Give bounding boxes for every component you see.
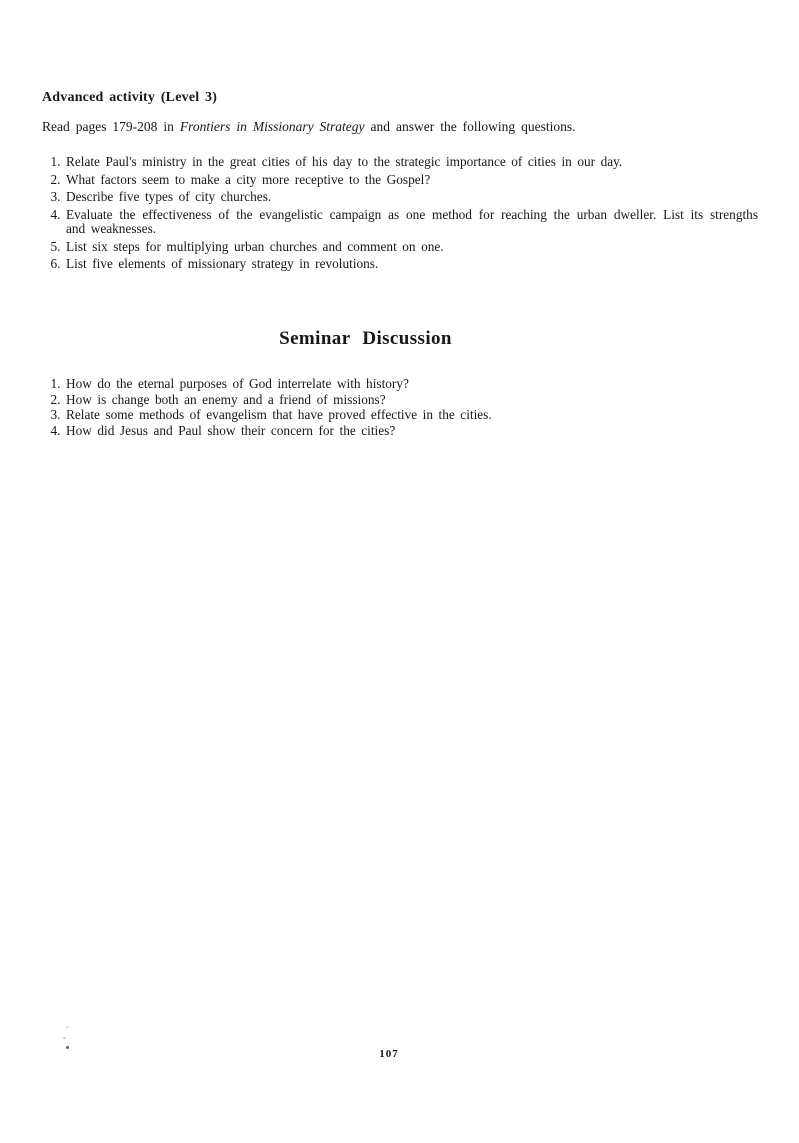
list-item: 4. Evaluate the effectiveness of the evangelistic campaign as one method for reaching the urban dweller. List its strengths and weaknesses. (66, 208, 758, 237)
list-item: 2. What factors seem to make a city more receptive to the Gospel? (66, 173, 758, 188)
list-item: 6. List five elements of missionary strategy in revolutions. (66, 257, 758, 272)
intro-text-post: and answer the following questions. (364, 119, 576, 134)
scan-artifact (63, 1037, 66, 1039)
activity-heading: Advanced activity (Level 3) (42, 90, 218, 105)
book-title: Frontiers in Missionary Strategy (179, 119, 365, 134)
list-item: 3. Relate some methods of evangelism that have proved effective in the cities. (66, 408, 758, 423)
list-item: 5. List six steps for multiplying urban churches and comment on one. (66, 240, 758, 255)
intro-paragraph (42, 119, 576, 135)
list-item: 3. Describe five types of city churches. (66, 190, 758, 205)
list-item: 1. How do the eternal purposes of God interrelate with history? (66, 377, 758, 392)
list-item: 4. How did Jesus and Paul show their concern for the cities? (66, 424, 758, 439)
list-item: 2. How is change both an enemy and a friend of missions? (66, 393, 758, 408)
list-item: 1. Relate Paul's ministry in the great cities of his day to the strategic importance of cities in our day. (66, 155, 758, 170)
page-number: 107 (379, 1048, 399, 1060)
seminar-heading: Seminar Discussion (279, 328, 452, 349)
intro-text-pre: Read pages 179-208 in (42, 119, 180, 134)
seminar-question-list (42, 377, 758, 439)
scan-artifact (66, 1026, 69, 1028)
activity-question-list (42, 155, 758, 275)
